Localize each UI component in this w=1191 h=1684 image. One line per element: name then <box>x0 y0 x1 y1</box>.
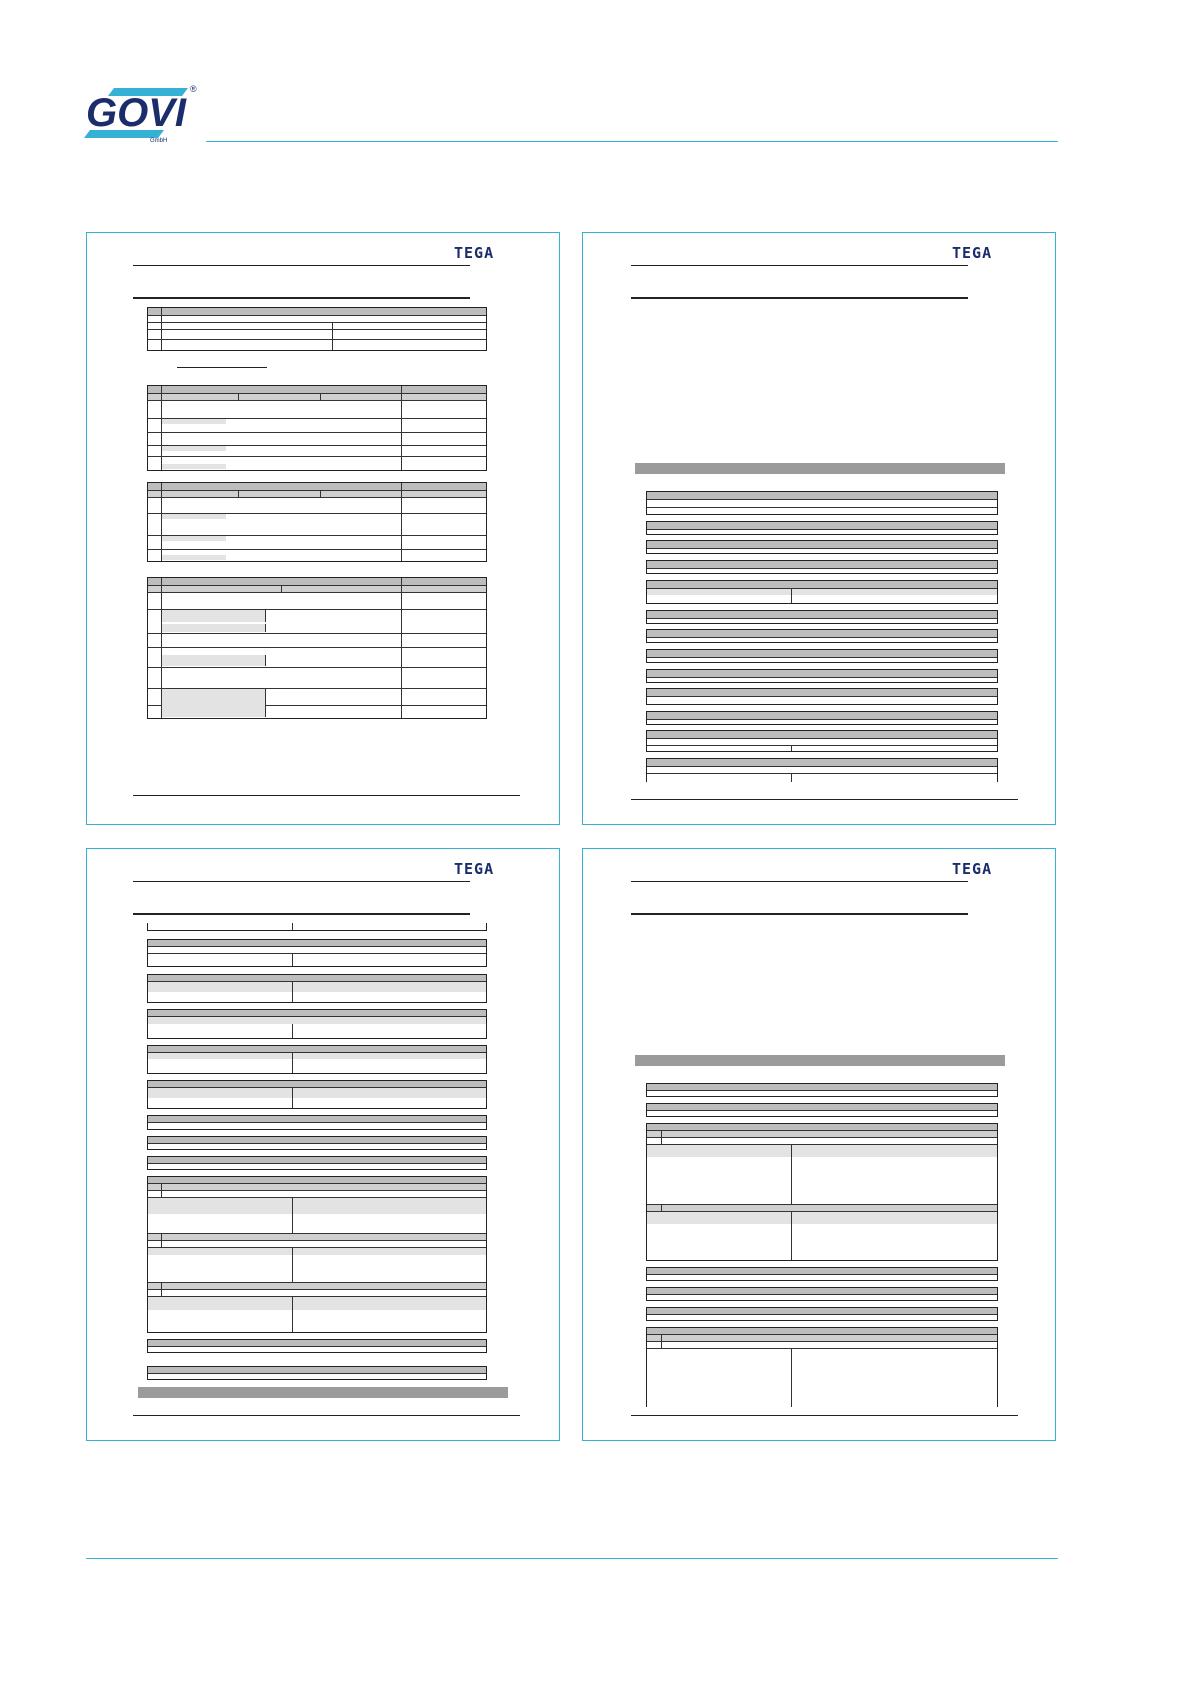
page-header-rule <box>631 881 968 882</box>
field-box <box>147 1339 487 1353</box>
field-box <box>147 1156 487 1170</box>
tega-logo: TEGA <box>952 244 993 262</box>
field-box <box>646 521 998 535</box>
field-box-split <box>147 1045 487 1074</box>
field-box-split <box>147 923 487 931</box>
field-box <box>646 491 998 515</box>
header-rule <box>206 141 1058 142</box>
page-footer-rule <box>133 795 520 796</box>
govi-logo-suffix: GmbH <box>150 138 168 144</box>
field-box-split <box>646 758 998 782</box>
section-underline <box>177 367 267 368</box>
field-box <box>646 1267 998 1281</box>
footer-rule <box>86 1558 1058 1559</box>
page-thumbnail-3[interactable] <box>86 848 560 1441</box>
field-box <box>646 669 998 683</box>
tega-logo: TEGA <box>454 244 495 262</box>
page-header-rule <box>631 265 968 266</box>
field-box <box>147 1136 487 1150</box>
field-box <box>147 1115 487 1130</box>
section-heading-bar <box>635 1055 1005 1066</box>
field-box <box>147 1366 487 1380</box>
page-thumbnail-2[interactable] <box>582 232 1056 825</box>
page-thumbnail-1[interactable] <box>86 232 560 825</box>
field-box <box>646 1307 998 1321</box>
data-table <box>147 1176 487 1333</box>
data-table <box>147 577 487 719</box>
field-box-split <box>147 1009 487 1039</box>
field-box <box>646 1083 998 1097</box>
field-box-split <box>147 1080 487 1109</box>
field-box <box>646 1103 998 1117</box>
data-table <box>147 385 487 471</box>
field-box-split <box>147 939 487 967</box>
field-box <box>646 629 998 643</box>
govi-logo-mark <box>84 82 204 144</box>
info-table <box>147 307 487 351</box>
field-box-split <box>646 730 998 752</box>
page-title-rule <box>133 913 470 915</box>
govi-logo <box>84 82 204 144</box>
field-box <box>646 560 998 574</box>
tega-logo: TEGA <box>952 860 993 878</box>
tega-logo: TEGA <box>454 860 495 878</box>
section-heading-bar <box>138 1387 508 1398</box>
field-box <box>646 540 998 554</box>
registered-mark: ® <box>190 84 197 94</box>
field-box <box>646 649 998 663</box>
page-title-rule <box>631 297 968 299</box>
page-footer-rule <box>631 799 1018 800</box>
page-header-rule <box>133 881 470 882</box>
field-box <box>646 711 998 725</box>
field-box <box>646 610 998 624</box>
page-footer-rule <box>631 1415 1018 1416</box>
govi-logo-text: GOVI <box>86 91 187 135</box>
field-box <box>646 1287 998 1301</box>
data-table <box>147 482 487 562</box>
data-table <box>646 1327 998 1407</box>
section-heading-bar <box>635 463 1005 474</box>
field-box <box>646 688 998 705</box>
field-box-split <box>646 580 998 604</box>
field-box-split <box>147 974 487 1003</box>
data-table <box>646 1123 998 1261</box>
page-footer-rule <box>133 1415 520 1416</box>
page-thumbnail-4[interactable] <box>582 848 1056 1441</box>
page-title-rule <box>631 913 968 915</box>
page-header-rule <box>133 265 470 266</box>
page-title-rule <box>133 297 470 299</box>
